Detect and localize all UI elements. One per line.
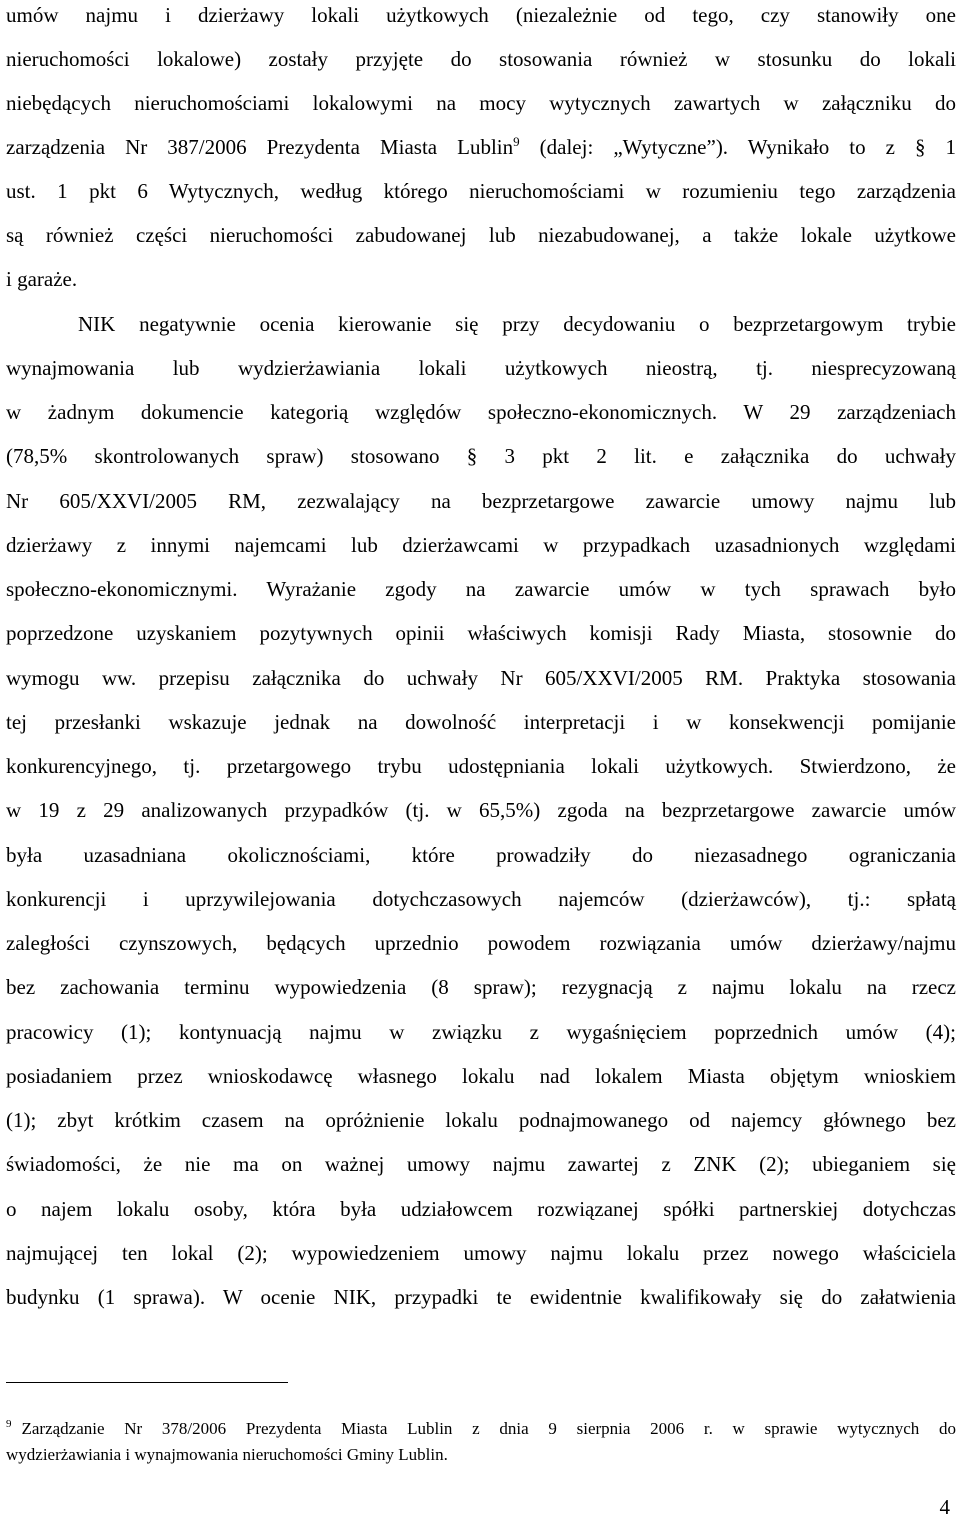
body-line: umów najmu i dzierżawy lokali użytkowych (niezależnie od tego, czy stanowiły one xyxy=(6,3,956,27)
page-number: 4 xyxy=(939,1495,950,1519)
body-line: konkurencji i uprzywilejowania dotychczasowych najemców (dzierżawców), tj.: spłatą xyxy=(6,887,956,911)
body-line: bez zachowania terminu wypowiedzenia (8 spraw); rezygnacją z najmu lokalu na rzecz xyxy=(6,975,956,999)
body-line: zaległości czynszowych, będących uprzednio powodem rozwiązania umów dzierżawy/najmu xyxy=(6,931,956,955)
body-line: konkurencyjnego, tj. przetargowego trybu udostępniania lokali użytkowych. Stwierdzono, że xyxy=(6,754,956,778)
body-line: posiadaniem przez wnioskodawcę własnego lokalu nad lokalem Miasta objętym wnioskiem xyxy=(6,1064,956,1088)
body-line: dzierżawy z innymi najemcami lub dzierżawcami w przypadkach uzasadnionych względami xyxy=(6,533,956,557)
body-line: Nr 605/XXVI/2005 RM, zezwalający na bezprzetargowe zawarcie umowy najmu lub xyxy=(6,489,956,513)
body-line: społeczno-ekonomicznymi. Wyrażanie zgody na zawarcie umów w tych sprawach było xyxy=(6,577,956,601)
body-line: są również części nieruchomości zabudowanej lub niezabudowanej, a także lokale użytkowe xyxy=(6,223,956,247)
body-line: niebędących nieruchomościami lokalowymi na mocy wytycznych zawartych w załączniku do xyxy=(6,91,956,115)
body-line: najmującej ten lokal (2); wypowiedzeniem umowy najmu lokalu przez nowego właściciela xyxy=(6,1241,956,1265)
body-line: wymogu ww. przepisu załącznika do uchwały Nr 605/XXVI/2005 RM. Praktyka stosowania xyxy=(6,666,956,690)
body-line: ust. 1 pkt 6 Wytycznych, według którego nieruchomościami w rozumieniu tego zarządzenia xyxy=(6,179,956,203)
footnote-separator xyxy=(6,1382,288,1383)
body-line-with-footnote xyxy=(6,132,956,162)
body-line: była uzasadniana okolicznościami, które prowadziły do niezasadnego ograniczania xyxy=(6,843,956,867)
body-line: wynajmowania lub wydzierżawiania lokali użytkowych nieostrą, tj. niesprecyzowaną xyxy=(6,356,956,380)
footnote-line: wydzierżawiania i wynajmowania nieruchomości Gminy Lublin. xyxy=(6,1445,448,1464)
body-line: (78,5% skontrolowanych spraw) stosowano § 3 pkt 2 lit. e załącznika do uchwały xyxy=(6,444,956,468)
body-text-segment: zarządzenia Nr 387/2006 Prezydenta Miasta Lublin xyxy=(6,135,514,159)
body-line: i garaże. xyxy=(6,267,78,291)
body-line: świadomości, że nie ma on ważnej umowy najmu zawartej z ZNK (2); ubieganiem się xyxy=(6,1152,956,1176)
body-line: w 19 z 29 analizowanych przypadków (tj. w 65,5%) zgoda na bezprzetargowe zawarcie umów xyxy=(6,798,956,822)
paragraph-first-line: NIK negatywnie ocenia kierowanie się przy decydowaniu o bezprzetargowym trybie xyxy=(78,312,956,336)
footnote-mark: 9 xyxy=(6,1418,12,1431)
footnote-reference: 9 xyxy=(513,134,520,149)
footnote-line xyxy=(6,1418,956,1440)
body-text-segment: (dalej: „Wytyczne”). Wynikało to z § 1 xyxy=(539,135,956,159)
body-line: poprzedzone uzyskaniem pozytywnych opinii właściwych komisji Rady Miasta, stosownie do xyxy=(6,621,956,645)
footnote-text: Zarządzanie Nr 378/2006 Prezydenta Miasta Lublin z dnia 9 sierpnia 2006 r. w sprawie wytycznych do xyxy=(21,1419,956,1438)
body-line: budynku (1 sprawa). W ocenie NIK, przypadki te ewidentnie kwalifikowały się do załatwienia xyxy=(6,1285,956,1309)
body-line: (1); zbyt krótkim czasem na opróżnienie lokalu podnajmowanego od najemcy głównego bez xyxy=(6,1108,956,1132)
body-line: pracowicy (1); kontynuacją najmu w związku z wygaśnięciem poprzednich umów (4); xyxy=(6,1020,956,1044)
body-line: w żadnym dokumencie kategorią względów społeczno-ekonomicznych. W 29 zarządzeniach xyxy=(6,400,956,424)
body-line: o najem lokalu osoby, która była udziałowcem rozwiązanej spółki partnerskiej dotychczas xyxy=(6,1197,956,1221)
body-line: nieruchomości lokalowe) zostały przyjęte do stosowania również w stosunku do lokali xyxy=(6,47,956,71)
body-line: tej przesłanki wskazuje jednak na dowolność interpretacji i w konsekwencji pomijanie xyxy=(6,710,956,734)
